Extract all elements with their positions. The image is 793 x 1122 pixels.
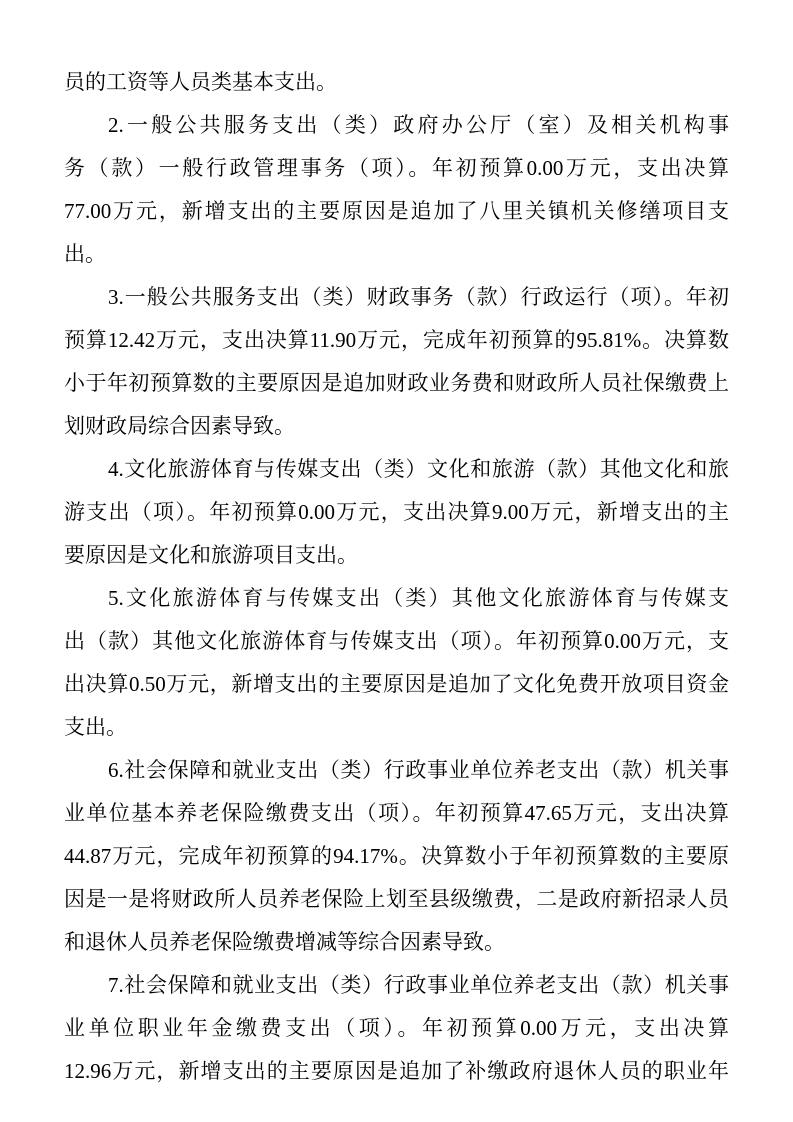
text-line: 出。	[64, 242, 106, 266]
text-line: 业单位基本养老保险缴费支出（项）。年初预算47.65万元，支出决算	[64, 801, 729, 825]
paragraph	[64, 749, 729, 964]
text-line: 7.社会保障和就业支出（类）行政事业单位养老支出（款）机关事	[108, 973, 729, 997]
text-line: 务（款）一般行政管理事务（项）。年初预算0.00万元，支出决算	[64, 156, 729, 180]
text-line: 出决算0.50万元，新增支出的主要原因是追加了文化免费开放项目资金	[64, 672, 729, 696]
text-line: 77.00万元，新增支出的主要原因是追加了八里关镇机关修缮项目支	[64, 199, 729, 223]
text-line: 44.87万元，完成年初预算的94.17%。决算数小于年初预算数的主要原	[64, 844, 729, 868]
paragraph	[64, 964, 729, 1093]
text-line: 要原因是文化和旅游项目支出。	[64, 543, 358, 567]
paragraph	[64, 61, 729, 104]
text-line: 3.一般公共服务支出（类）财政事务（款）行政运行（项）。年初	[108, 285, 729, 309]
paragraph	[64, 104, 729, 276]
text-line: 5.文化旅游体育与传媒支出（类）其他文化旅游体育与传媒支	[108, 586, 729, 610]
text-line: 12.96万元，新增支出的主要原因是追加了补缴政府退休人员的职业年	[64, 1059, 729, 1083]
text-line: 4.文化旅游体育与传媒支出（类）文化和旅游（款）其他文化和旅	[108, 457, 729, 481]
paragraph	[64, 448, 729, 577]
text-line: 小于年初预算数的主要原因是追加财政业务费和财政所人员社保缴费上	[64, 371, 729, 395]
text-line: 因是一是将财政所人员养老保险上划至县级缴费，二是政府新招录人员	[64, 887, 729, 911]
text-line: 游支出（项）。年初预算0.00万元，支出决算9.00万元，新增支出的主	[64, 500, 729, 524]
text-line: 预算12.42万元，支出决算11.90万元，完成年初预算的95.81%。决算数	[64, 328, 729, 352]
text-line: 出（款）其他文化旅游体育与传媒支出（项）。年初预算0.00万元，支	[64, 629, 729, 653]
text-line: 员的工资等人员类基本支出。	[64, 70, 337, 94]
paragraph	[64, 577, 729, 749]
text-line: 和退休人员养老保险缴费增减等综合因素导致。	[64, 930, 505, 954]
text-line: 支出。	[64, 715, 127, 739]
paragraph	[64, 276, 729, 448]
text-line: 6.社会保障和就业支出（类）行政事业单位养老支出（款）机关事	[108, 758, 729, 782]
text-line: 2.一般公共服务支出（类）政府办公厅（室）及相关机构事	[108, 113, 729, 137]
text-line: 业单位职业年金缴费支出（项）。年初预算0.00万元，支出决算	[64, 1016, 729, 1040]
text-line: 划财政局综合因素导致。	[64, 414, 295, 438]
document-body	[64, 61, 729, 1093]
